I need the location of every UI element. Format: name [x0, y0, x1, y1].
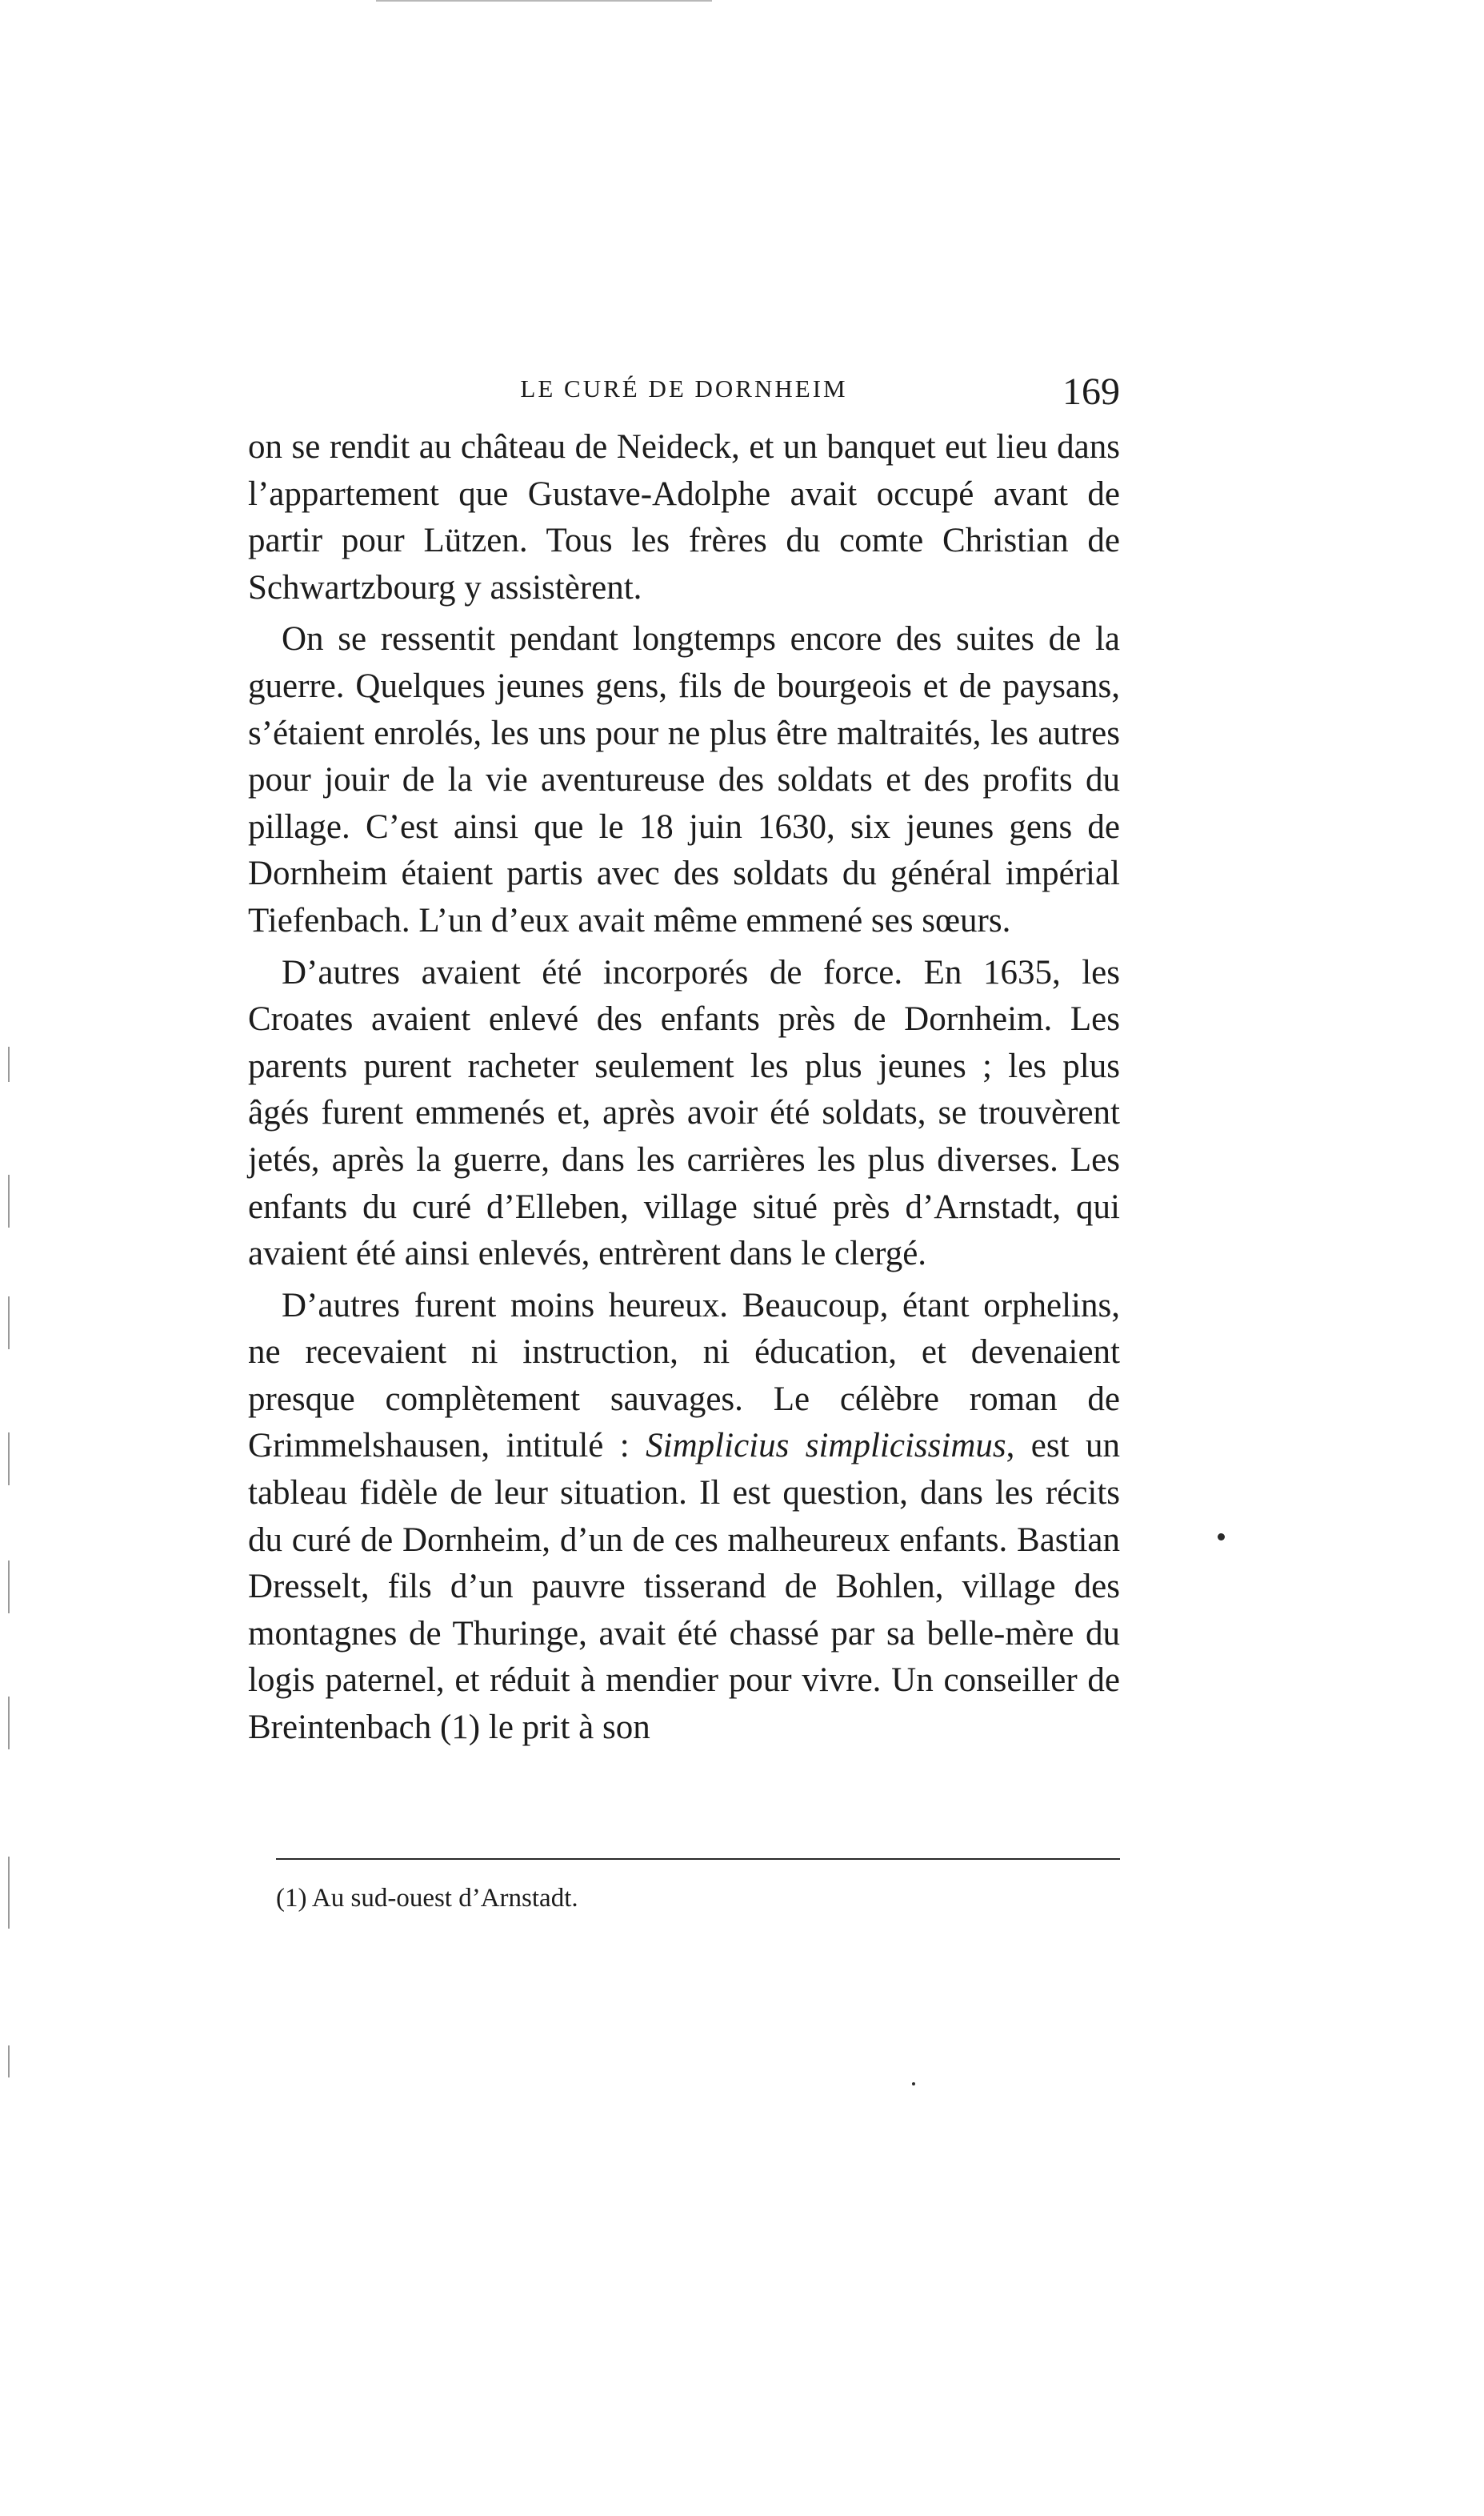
footnote-rule	[276, 1858, 1120, 1860]
running-title: LE CURÉ DE DORNHEIM	[520, 375, 848, 403]
paragraph-2: On se ressentit pendant longtemps encore des suites de la guerre. Quelques jeunes gens, fils de bourgeois et de paysans, s’étaient enrolés, les uns pour ne plus être maltraités, les autres pour jouir de la vie aventureuse des soldats et des profits du pillage. C’est ainsi que le 18 juin 1630, six jeunes gens de Dornheim étaient partis avec des soldats du général impérial Tiefenbach. L’un d’eux avait même emmené ses sœurs.	[248, 620, 1120, 939]
running-head	[248, 370, 1120, 426]
margin-mark	[8, 1857, 10, 1929]
margin-mark	[8, 1296, 10, 1349]
margin-mark	[8, 1175, 10, 1228]
paragraph-1: on se rendit au château de Neideck, et un banquet eut lieu dans l’appartement que Gustave-Adolphe avait occupé avant de partir pour Lützen. Tous les frères du comte Christian de Schwartzbourg y assistèrent.	[248, 428, 1120, 607]
margin-mark	[8, 1697, 10, 1749]
ink-speck	[1218, 1533, 1225, 1540]
page-number: 169	[1062, 371, 1120, 413]
margin-mark	[8, 1047, 10, 1082]
paragraph-4	[248, 1283, 1120, 1752]
margin-mark	[8, 2045, 10, 2077]
paragraph-4-text-after-title: , est un tableau fidèle de leur situation. Il est question, dans les récits du curé de Dornheim, d’un de ces malheureux enfants. Bastian Dresselt, fils d’un pauvre tisserand de Bohlen, village des montagnes de Thuringe, avait été chassé par sa belle-mère du logis paternel, et réduit à mendier pour vivre. Un conseiller de Breintenbach (1) le prit à son	[248, 1427, 1120, 1747]
margin-mark	[8, 1560, 10, 1613]
novel-title: Simplicius simplicissimus	[646, 1427, 1006, 1465]
ink-speck	[912, 2082, 915, 2085]
body-text	[248, 424, 1120, 1752]
margin-mark	[8, 1432, 10, 1485]
paragraph-3: D’autres avaient été incorporés de force. En 1635, les Croates avaient enlevé des enfants près de Dornheim. Les parents purent racheter seulement les plus jeunes ; les plus âgés furent emmenés et, après avoir été soldats, se trouvèrent jetés, après la guerre, dans les carrières les plus diverses. Les enfants du curé d’Elleben, village situé près d’Arnstadt, qui avaient été ainsi enlevés, entrèrent dans le clergé.	[248, 953, 1120, 1273]
footnote: (1) Au sud-ouest d’Arnstadt.	[276, 1884, 578, 1913]
scan-edge-mark	[376, 0, 712, 2]
paragraph-4-text-before-title: D’autres furent moins heureux. Beaucoup, étant orphelins, ne recevaient ni instruction, ni éducation, et devenaient presque complètement sauvages. Le célèbre roman de Grimmelshausen, intitulé :	[248, 1286, 1120, 1465]
